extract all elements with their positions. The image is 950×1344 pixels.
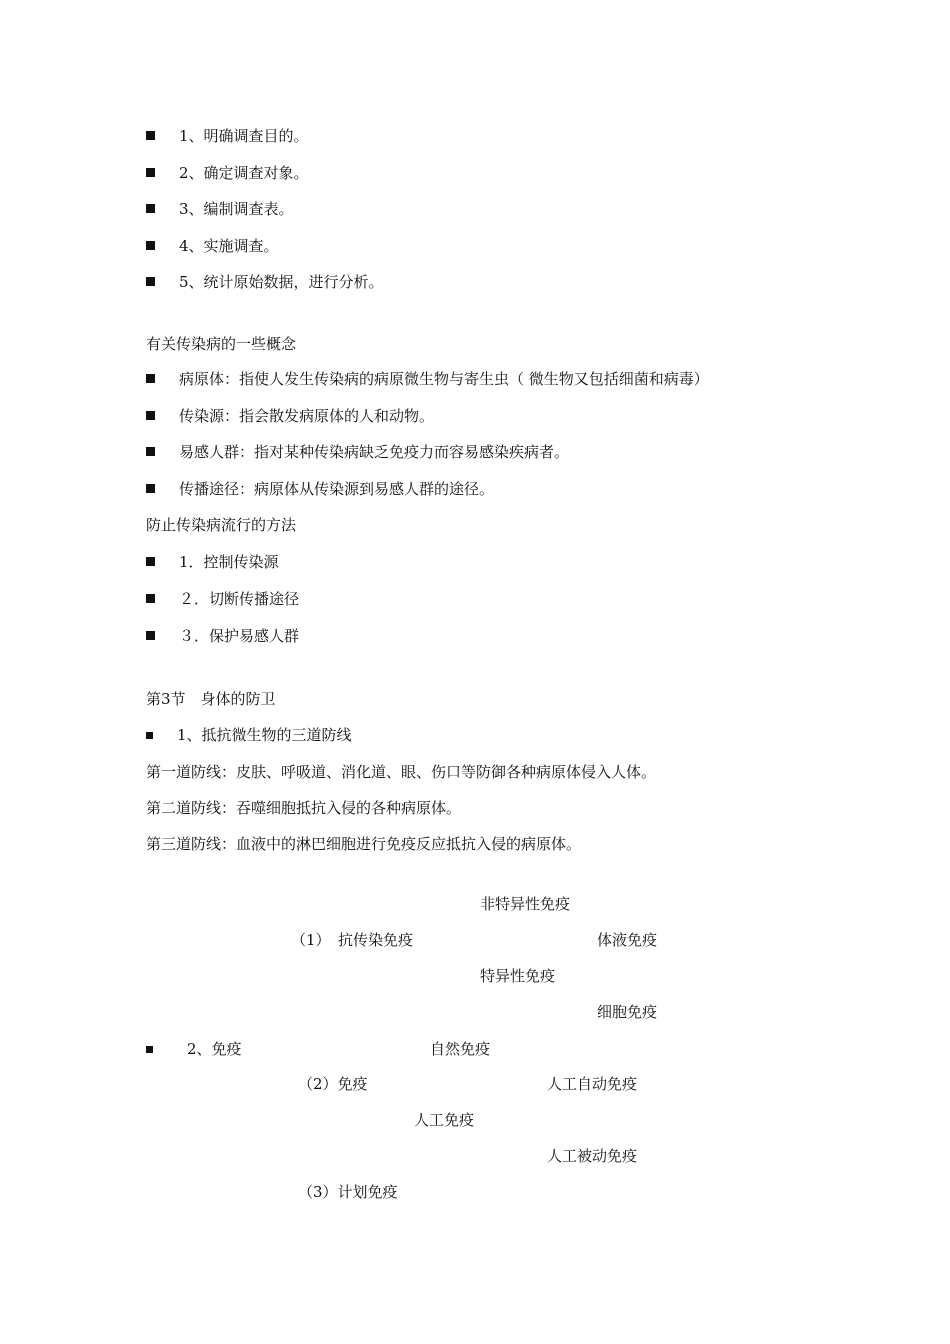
list-item: 1、抵抗微生物的三道防线 <box>146 725 352 745</box>
square-bullet-icon <box>146 277 155 286</box>
label-artificial-passive-immunity: 人工被动免疫 <box>547 1147 638 1165</box>
square-bullet-icon <box>146 484 155 493</box>
label-planned-immunity: （3）计划免疫 <box>298 1183 398 1201</box>
paragraph: 第一道防线：皮肤、呼吸道、消化道、眼、伤口等防御各种病原体侵入人体。 <box>146 763 657 781</box>
label-immunity-2: （2）免疫 <box>298 1075 368 1093</box>
paragraph: 第三道防线：血液中的淋巴细胞进行免疫反应抵抗入侵的病原体。 <box>146 835 582 853</box>
list-item: 传播途径：病原体从传染源到易感人群的途径。 <box>146 479 494 499</box>
label-artificial-immunity: 人工免疫 <box>414 1111 475 1129</box>
section-heading: 有关传染病的一些概念 <box>146 335 297 353</box>
label-anti-infection-immunity: （1） 抗传染免疫 <box>291 931 414 949</box>
list-item: 2、确定调查对象。 <box>146 163 309 183</box>
square-bullet-icon <box>146 631 155 640</box>
label-natural-immunity: 自然免疫 <box>430 1040 491 1058</box>
list-item: 4、实施调查。 <box>146 236 279 256</box>
label-artificial-active-immunity: 人工自动免疫 <box>547 1075 638 1093</box>
label-nonspecific-immunity: 非特异性免疫 <box>480 895 571 913</box>
square-bullet-icon <box>146 732 153 739</box>
label-specific-immunity: 特异性免疫 <box>480 967 556 985</box>
list-item: 病原体：指使人发生传染病的病原微生物与寄生虫（ 微生物又包括细菌和病毒） <box>146 369 709 389</box>
square-bullet-icon <box>146 594 155 603</box>
square-bullet-icon <box>146 168 155 177</box>
square-bullet-icon <box>146 131 155 140</box>
square-bullet-icon <box>146 557 155 566</box>
list-item: 1、明确调查目的。 <box>146 126 309 146</box>
label-cellular-immunity: 细胞免疫 <box>597 1003 658 1021</box>
square-bullet-icon <box>146 447 155 456</box>
list-item: 2、免疫 <box>146 1039 242 1059</box>
paragraph: 第二道防线：吞噬细胞抵抗入侵的各种病原体。 <box>146 799 462 817</box>
list-item: 3、编制调查表。 <box>146 199 294 219</box>
square-bullet-icon <box>146 374 155 383</box>
square-bullet-icon <box>146 241 155 250</box>
section-heading: 第3节 身体的防卫 <box>146 690 276 708</box>
list-item: 易感人群：指对某种传染病缺乏免疫力而容易感染疾病者。 <box>146 442 569 462</box>
square-bullet-icon <box>146 204 155 213</box>
list-item: ３．保护易感人群 <box>146 626 299 646</box>
list-item: 1．控制传染源 <box>146 552 279 572</box>
square-bullet-icon <box>146 1046 153 1053</box>
list-item: 5、统计原始数据，进行分析。 <box>146 272 384 292</box>
square-bullet-icon <box>146 411 155 420</box>
section-heading: 防止传染病流行的方法 <box>146 516 297 534</box>
list-item: ２．切断传播途径 <box>146 589 299 609</box>
list-item: 传染源：指会散发病原体的人和动物。 <box>146 406 434 426</box>
label-humoral-immunity: 体液免疫 <box>597 931 658 949</box>
